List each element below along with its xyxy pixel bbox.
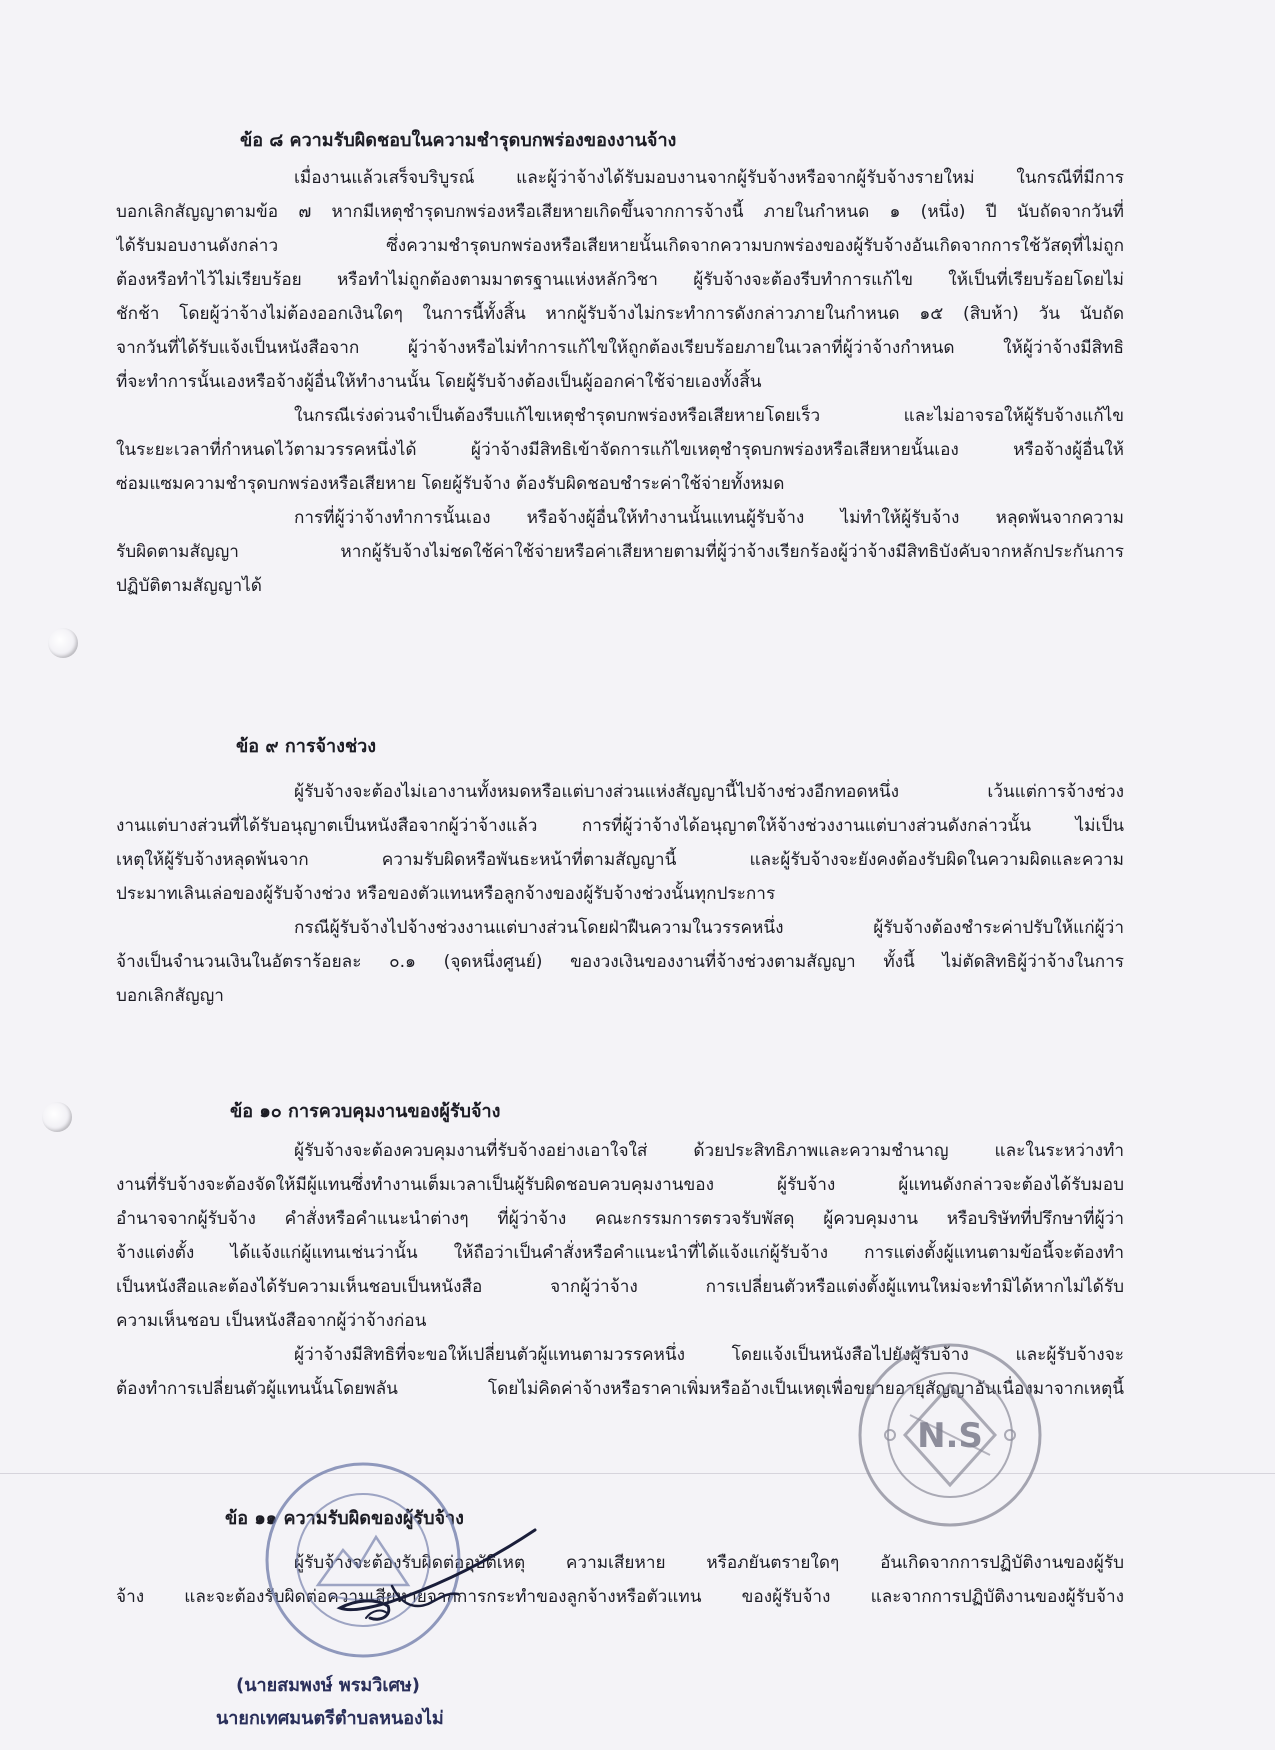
- signatory-name: (นายสมพงษ์ พรมวิเศษ): [236, 1675, 420, 1696]
- section-8-heading: ข้อ ๘ ความรับผิดชอบในความชำรุดบกพร่องของงานจ้าง: [240, 130, 677, 151]
- signatory-title: นายกเทศมนตรีตำบลหนองไม่: [216, 1708, 444, 1729]
- section-9-body: [116, 775, 1124, 1013]
- text-line: เมื่องานแล้วเสร็จบริบูรณ์ และผู้ว่าจ้างได้รับมอบงานจากผู้รับจ้างหรือจากผู้รับจ้างรายใหม่ ในกรณีที่มีการ: [294, 168, 1124, 188]
- text-line: อำนาจจากผู้รับจ้าง คำสั่งหรือคำแนะนำต่างๆ ที่ผู้ว่าจ้าง คณะกรรมการตรวจรับพัสดุ ผู้ควบคุมงาน หรือบริษัทที่ปรึกษาที่ผู้ว่า: [116, 1209, 1124, 1229]
- text-line: ในระยะเวลาที่กำหนดไว้ตามวรรคหนึ่งได้ ผู้ว่าจ้างมีสิทธิเข้าจัดการแก้ไขเหตุชำรุดบกพร่องหรือเสียหายนั้นเอง หรือจ้างผู้อื่นให้: [116, 440, 1124, 460]
- text-line: ต้องหรือทำไว้ไม่เรียบร้อย หรือทำไม่ถูกต้องตามมาตรฐานแห่งหลักวิชา ผู้รับจ้างจะต้องรีบทำการแก้ไข ให้เป็นที่เรียบร้อยโดยไม่: [116, 270, 1124, 290]
- punch-hole-bottom: [42, 1102, 72, 1132]
- text-line: ในกรณีเร่งด่วนจำเป็นต้องรีบแก้ไขเหตุชำรุดบกพร่องหรือเสียหายโดยเร็ว และไม่อาจรอให้ผู้รับจ้างแก้ไข: [294, 406, 1124, 426]
- text-line: จ้างเป็นจำนวนเงินในอัตราร้อยละ ๐.๑ (จุดหนึ่งศูนย์) ของวงเงินของงานที่จ้างช่วงตามสัญญา ทั้งนี้ ไม่ตัดสิทธิผู้ว่าจ้างในการ: [116, 952, 1124, 972]
- handwritten-signature: [300, 1490, 570, 1640]
- text-line: จากวันที่ได้รับแจ้งเป็นหนังสือจาก ผู้ว่าจ้างหรือไม่ทำการแก้ไขให้ถูกต้องเรียบร้อยภายในเวลาที่ผู้ว่าจ้างกำหนด ให้ผู้ว่าจ้างมีสิทธิ: [116, 338, 1124, 358]
- text-line: กรณีผู้รับจ้างไปจ้างช่วงงานแต่บางส่วนโดยฝ่าฝืนความในวรรคหนึ่ง ผู้รับจ้างต้องชำระค่าปรับให้แก่ผู้ว่า: [294, 918, 1124, 938]
- text-line: ต้องทำการเปลี่ยนตัวผู้แทนนั้นโดยพลัน โดยไม่คิดค่าจ้างหรือราคาเพิ่มหรืออ้างเป็นเหตุเพื่อขยายอายุสัญญาอันเนื่องมาจากเหตุนี้: [116, 1379, 1124, 1399]
- text-line: ประมาทเลินเล่อของผู้รับจ้างช่วง หรือของตัวแทนหรือลูกจ้างของผู้รับจ้างช่วงนั้นทุกประการ: [116, 884, 776, 904]
- section-8-body: [116, 161, 1124, 603]
- text-line: ชักช้า โดยผู้ว่าจ้างไม่ต้องออกเงินใดๆ ในการนี้ทั้งสิ้น หากผู้รับจ้างไม่กระทำการดังกล่าวภายในกำหนด ๑๕ (สิบห้า) วัน นับถัด: [116, 304, 1124, 324]
- section-10-heading: ข้อ ๑๐ การควบคุมงานของผู้รับจ้าง: [230, 1101, 501, 1122]
- text-line: ผู้รับจ้างจะต้องรับผิดต่ออุบัติเหตุ ความเสียหาย หรือภยันตรายใดๆ อันเกิดจากการปฏิบัติงานของผู้รับ: [294, 1553, 1124, 1573]
- text-line: ที่จะทำการนั้นเองหรือจ้างผู้อื่นให้ทำงานนั้น โดยผู้รับจ้างต้องเป็นผู้ออกค่าใช้จ่ายเองทั้งสิ้น: [116, 372, 762, 392]
- text-line: ได้รับมอบงานดังกล่าว ซึ่งความชำรุดบกพร่องหรือเสียหายนั้นเกิดจากความบกพร่องของผู้รับจ้างอันเกิดจากการใช้วัสดุที่ไม่ถูก: [116, 236, 1124, 256]
- text-line: รับผิดตามสัญญา หากผู้รับจ้างไม่ชดใช้ค่าใช้จ่ายหรือค่าเสียหายตามที่ผู้ว่าจ้างเรียกร้องผู้ว่าจ้างมีสิทธิบังคับจากหลักประกันการ: [116, 542, 1124, 562]
- text-line: งานแต่บางส่วนที่ได้รับอนุญาตเป็นหนังสือจากผู้ว่าจ้างแล้ว การที่ผู้ว่าจ้างได้อนุญาตให้จ้างช่วงงานแต่บางส่วนดังกล่าวนั้น ไม่เป็น: [116, 816, 1124, 836]
- text-line: ปฏิบัติตามสัญญาได้: [116, 576, 262, 596]
- text-line: บอกเลิกสัญญา: [116, 986, 224, 1006]
- punch-hole-top: [48, 628, 78, 658]
- text-line: ผู้รับจ้างจะต้องไม่เอางานทั้งหมดหรือแต่บางส่วนแห่งสัญญานี้ไปจ้างช่วงอีกทอดหนึ่ง เว้นแต่การจ้างช่วง: [294, 782, 1124, 802]
- fold-line: [0, 1473, 1275, 1474]
- text-line: จ้าง และจะต้องรับผิดต่อความเสียหายจากการกระทำของลูกจ้างหรือตัวแทน ของผู้รับจ้าง และจากการปฏิบัติงานของผู้รับจ้าง: [116, 1587, 1124, 1607]
- text-line: การที่ผู้ว่าจ้างทำการนั้นเอง หรือจ้างผู้อื่นให้ทำงานนั้นแทนผู้รับจ้าง ไม่ทำให้ผู้รับจ้าง หลุดพ้นจากความ: [294, 508, 1124, 528]
- text-line: งานที่รับจ้างจะต้องจัดให้มีผู้แทนซึ่งทำงานเต็มเวลาเป็นผู้รับผิดชอบควบคุมงานของ ผู้รับจ้าง ผู้แทนดังกล่าวจะต้องได้รับมอบ: [116, 1175, 1124, 1195]
- text-line: บอกเลิกสัญญาตามข้อ ๗ หากมีเหตุชำรุดบกพร่องหรือเสียหายเกิดขึ้นจากการจ้างนี้ ภายในกำหนด ๑ (หนึ่ง) ปี นับถัดจากวันที่: [116, 202, 1124, 222]
- text-line: ผู้ว่าจ้างมีสิทธิที่จะขอให้เปลี่ยนตัวผู้แทนตามวรรคหนึ่ง โดยแจ้งเป็นหนังสือไปยังผู้รับจ้าง และผู้รับจ้างจะ: [294, 1345, 1124, 1365]
- text-line: ความเห็นชอบ เป็นหนังสือจากผู้ว่าจ้างก่อน: [116, 1311, 427, 1331]
- text-line: ผู้รับจ้างจะต้องควบคุมงานที่รับจ้างอย่างเอาใจใส่ ด้วยประสิทธิภาพและความชำนาญ และในระหว่างทำ: [294, 1141, 1124, 1161]
- text-line: เป็นหนังสือและต้องได้รับความเห็นชอบเป็นหนังสือ จากผู้ว่าจ้าง การเปลี่ยนตัวหรือแต่งตั้งผู้แทนใหม่จะทำมิได้หากไม่ได้รับ: [116, 1277, 1124, 1297]
- text-line: จ้างแต่งตั้ง ได้แจ้งแก่ผู้แทนเช่นว่านั้น ให้ถือว่าเป็นคำสั่งหรือคำแนะนำที่ได้แจ้งแก่ผู้รับจ้าง การแต่งตั้งผู้แทนตามข้อนี้จะต้องทำ: [116, 1243, 1124, 1263]
- company-seal-stamp: [850, 1335, 1050, 1535]
- section-11-heading: ข้อ ๑๑ ความรับผิดของผู้รับจ้าง: [225, 1508, 464, 1529]
- section-9-heading: ข้อ ๙ การจ้างช่วง: [236, 736, 377, 757]
- seal-logo-text: N.S: [917, 1416, 983, 1456]
- text-line: ซ่อมแซมความชำรุดบกพร่องหรือเสียหาย โดยผู้รับจ้าง ต้องรับผิดชอบชำระค่าใช้จ่ายทั้งหมด: [116, 474, 785, 494]
- text-line: เหตุให้ผู้รับจ้างหลุดพ้นจาก ความรับผิดหรือพันธะหน้าที่ตามสัญญานี้ และผู้รับจ้างจะยังคงต้องรับผิดในความผิดและความ: [116, 850, 1124, 870]
